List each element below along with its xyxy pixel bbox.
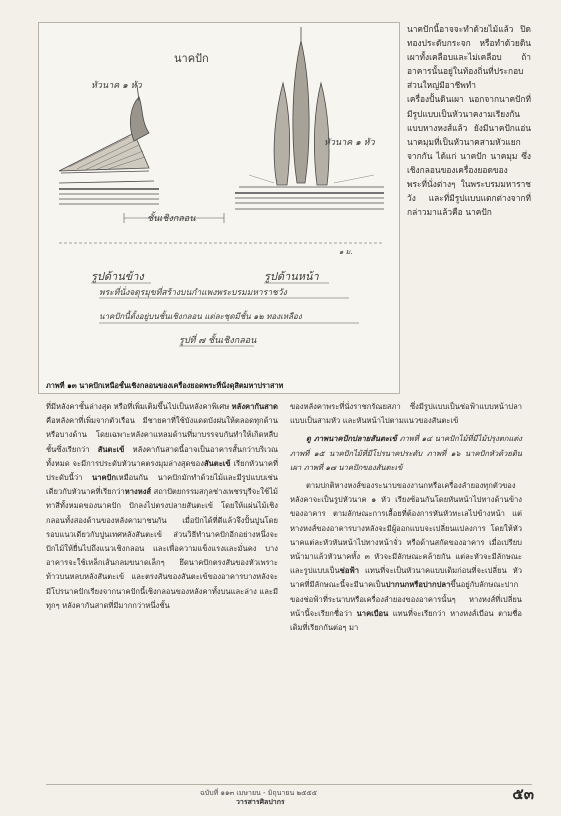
right-side-text: นาคปักนี้อาจจะทำด้วยไม้แล้ว ปิดทองประดับกระจก หรือทำด้วยดินเผาทั้งเคลือบและไม่เคลือบ ถ้าอาคารนั้นอยู่ในท้องถิ่นที่ประกอบส่วนใหญ่มีอาชีพทำเครื่องปั้นดินเผา นอกจากนาคปักที่มีรูปแบบเป็นหัวนาคงามเรียงกันแบบหางหงส์แล้ว ยังมีนาคปักแอ่นนาคมุมที่เป็นหัวนาคสามหัวแยกจากกัน ได้แก่ นาคปัก นาคมุม ซึ่งเชิงกลอนของเครื่องยอดของพระที่นั่งต่างๆ ในพระบรมมหาราชวัง และที่มีรูปแบบแตกต่างจากที่กล่าวมาแล้วคือ นาคปัก — [407, 24, 531, 218]
left-column — [46, 400, 278, 617]
figure-note-2: นาคปักนี้ตั้งอยู่บนชั้นเชิงกลอน แต่ละชุดมีชั้น ๑๒ ทองเหลือง — [99, 312, 302, 321]
right-column — [290, 400, 522, 639]
journal-logo: วารสารศิลปากร — [236, 798, 285, 806]
footer-rule — [46, 784, 532, 785]
issue-info: ฉบับที่ ๑๑๓ เมษายน - มิถุนายน ๒๕๕๕ — [200, 789, 317, 797]
left-paragraph: ที่มีหลังคาชั้นล่างสุด หรือที่เพิ่มเติมขึ้นไปเป็นหลังคาพิเศษ หลังคากันสาดคือหลังคาที่เพิ่มจากตัวเรือน มีชายคาที่ใช้บังแดดบังฝนให้ตลอดทุกด้านหรือบางด้าน โดยเฉพาะหลังคาแหลมด้านที่มาบรรจบกันทำให้เกิดหลืบชั้นซึ่งเรียกว่า สันตะเข้ หลังคากันสาดนี้อาจเป็นอาคารสั้นกว่าบริเวณทั้งหมด จะมีการประดับหัวนาคตรงมุมล่างสุดของสันตะเข้ เรียกหัวนาคที่ประดับนี้ว่า นาคปักเหมือนกัน นาคปักมักทำด้วยไม้และมีรูปแบบเช่นเดียวกับหัวนาคที่เรียกว่าหางหงส์ สถาปัตยกรรมสกุลช่างเพชรบุรีจะใช้ไม้ทาสีทั้งหมดของนาคปัก ปักลงไปตรงปลายสันตะเข้ โดยให้แผ่นไม้เชิงกลอนทั้งสองด้านของหลังคามาชนกัน เมื่อปักได้ที่ดีแล้วจึงปั้นปูนโดยรอบแนวเดียวกับปูนเทศหลังสันตะเข้ ส่วนวิธีทำนาคปักอีกอย่างหนึ่งจะปักไม้ให้ยื่นไปถึงแนวเชิงกลอน และเพื่อความแข็งแรงและมั่นคง บางอาคารจะใช้เหล็กเส้นกลมขนาดเล็กๆ ยึดนาคปักตรงสันของหัวเพราะท้าวบนหลบหลังสันตะเข้ และตรงสันของสันตะเข้ของอาคารบางหลังจะมีโปรนาคปักเรียงจากนาคปักนี้เชิงกลอนของหลังคาทั้งบนและล่าง และมีทุกๆ หลังคากันสาดที่มีมากกว่าหนึ่งชั้น — [46, 402, 278, 610]
architectural-drawing — [38, 22, 400, 394]
right-paragraph-3: ตามปกติหางหงส์ของระนาบของงานกหรือเครื่องลำยองทุกตัวของหลังคาจะเป็นรูปหัวนาค ๑ หัว เรียงซ้อนกันโดยหันหน้าไปทางด้านข้างของอาคาร ตามลักษณะการเลื้อยที่ต้องการหันหัวทะเลไปข้างหน้า แต่หางหงส์ของอาคารบางหลังจะมีผู้ออกแบบจะเปลี่ยนแปลงการ โดยให้หัวนาคแต่ละหัวหันหน้าไปทางหน้าจั่ว หรือด้านสกัดของอาคาร เมื่อเปรียบหน้ามาแล้วหัวนาคทั้ง ๓ หัวจะมีลักษณะคล้ายกัน แต่ละหัวจะมีลักษณะและรูปแบบเป็นช่อฟ้า แทนที่จะเป็นหัวนาคแบบเดิมก่อนที่จะเปลี่ยน หัวนาคที่มีลักษณะนี้จะมีนาคเป็นปากนกหรือปากปลาขึ้นอยู่กับลักษณะปากของช่อฟ้าที่ระนาบหรือเครื่องลำยองของอาคารนั้นๆ หางหงส์ที่เปลี่ยนหน้านี้จะเรียกชื่อว่า นาคเบือน แทนที่จะเรียกว่า หางหงส์เบือน ตามชื่อเดิมที่เรียกกันต่อๆ มา — [290, 481, 522, 633]
figure-note-3: รูปที่ ๗ ชั้นเชิงกลอน — [179, 336, 257, 346]
right-paragraph-1: ของหลังคาพระที่นั่งราชกรัณยสภา ซึ่งมีรูปแบบเป็นช่อฟ้าแบบหน้าปลาแบบเป็นสามหัว และหันหน้าไปตามแนวของสันตะเข้ — [290, 402, 522, 426]
right-paragraph-2: ดู ภาพนาคปักปลายสันตะเข้ ภาพที่ ๑๔ นาคปักไม้ที่มีไม้ปรุงตกแต่ง ภาพที่ ๑๕ นาคปักไม้ที่มีโปรนาคประดับ ภาพที่ ๑๖ นาคปักหัวด้วยดินเผา ภาพที่ ๑๗ นาคปักของสันตะเข้ — [290, 434, 522, 472]
page-number: ๕๓ — [512, 785, 534, 803]
label-step: ชั้นเชิงกลอน — [147, 214, 196, 224]
figure-top-title: นาคปัก — [174, 52, 209, 65]
label-scale: ๑ ม. — [339, 248, 353, 256]
page-footer — [0, 784, 561, 806]
label-right-top: หัวนาค ๑ หัว — [324, 138, 375, 148]
label-right-view: รูปด้านหน้า — [264, 270, 319, 283]
figure-caption: ภาพที่ ๑๓ นาคปักเหนือชั้นเชิงกลอนของเครื่องยอดพระที่นั่งดุสิตมหาปราสาท — [46, 381, 284, 390]
figure-note-1: พระที่นั่งจตุรมุขที่สร้างบนกำแพงพระบรมมหาราชวัง — [99, 288, 287, 298]
label-left-top: หัวนาค ๑ หัว — [91, 81, 142, 91]
label-left-view: รูปด้านข้าง — [91, 270, 144, 283]
